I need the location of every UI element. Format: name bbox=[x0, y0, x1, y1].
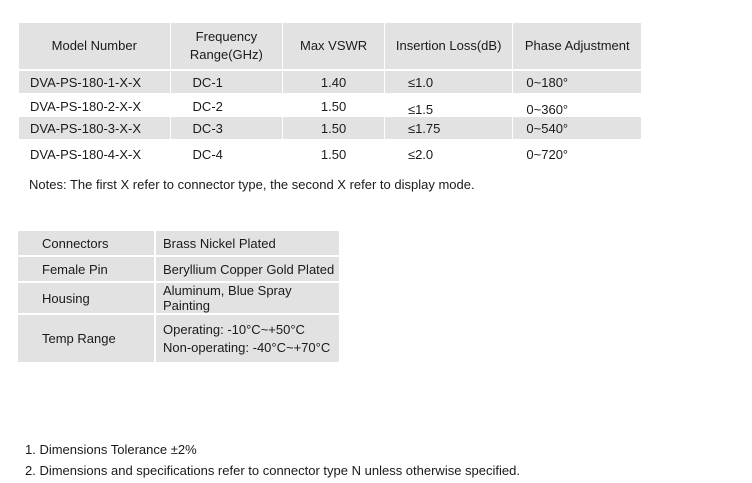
materials-row bbox=[18, 231, 339, 257]
frequency-cell: DC-1 bbox=[171, 71, 284, 95]
materials-value: Beryllium Copper Gold Plated bbox=[156, 257, 339, 283]
materials-row bbox=[18, 283, 339, 315]
temp-non-operating: Non-operating: -40°C~+70°C bbox=[163, 339, 331, 355]
table-row bbox=[19, 71, 641, 95]
header-phase-adjustment: Phase Adjustment bbox=[513, 23, 641, 71]
phase-cell: 0~720° bbox=[526, 146, 569, 162]
spec-header-row bbox=[19, 23, 641, 71]
insertion-loss-cell: ≤1.5 bbox=[385, 95, 513, 117]
materials-label: Housing bbox=[18, 283, 156, 315]
vswr-cell: 1.40 bbox=[283, 71, 385, 95]
insertion-loss-cell: ≤1.0 bbox=[385, 71, 513, 95]
table-row bbox=[19, 141, 641, 167]
model-number-cell: DVA-PS-180-2-X-X bbox=[19, 95, 171, 117]
header-model-number: Model Number bbox=[19, 23, 171, 71]
vswr-cell: 1.50 bbox=[283, 117, 385, 141]
header-frequency-range: Frequency Range(GHz) bbox=[171, 23, 284, 71]
table-row bbox=[19, 95, 641, 117]
phase-cell: 0~540° bbox=[513, 117, 641, 141]
model-number-cell: DVA-PS-180-3-X-X bbox=[19, 117, 171, 141]
materials-label: Temp Range bbox=[18, 315, 156, 364]
frequency-cell: DC-4 bbox=[171, 141, 284, 167]
temp-operating: Operating: -10°C~+50°C bbox=[163, 321, 305, 337]
frequency-cell: DC-2 bbox=[171, 95, 284, 117]
phase-cell: 0~180° bbox=[513, 71, 641, 95]
materials-label: Connectors bbox=[18, 231, 156, 257]
materials-row bbox=[18, 257, 339, 283]
insertion-loss-cell: ≤2.0 bbox=[385, 141, 513, 167]
footnote: 2. Dimensions and specifications refer to connector type N unless otherwise specified. bbox=[25, 463, 520, 478]
materials-row bbox=[18, 315, 339, 364]
materials-label: Female Pin bbox=[18, 257, 156, 283]
notes-text: Notes: The first X refer to connector type, the second X refer to display mode. bbox=[29, 177, 475, 192]
header-max-vswr: Max VSWR bbox=[283, 23, 385, 71]
header-insertion-loss: Insertion Loss(dB) bbox=[385, 23, 513, 71]
frequency-cell: DC-3 bbox=[171, 117, 284, 141]
phase-cell: 0~360° bbox=[526, 102, 569, 117]
vswr-cell: 1.50 bbox=[283, 141, 385, 167]
model-number-cell: DVA-PS-180-4-X-X bbox=[19, 141, 171, 167]
table-row bbox=[19, 117, 641, 141]
insertion-loss-cell: ≤1.75 bbox=[385, 117, 513, 141]
materials-table bbox=[18, 231, 339, 364]
materials-value bbox=[156, 315, 339, 364]
footnote: 1. Dimensions Tolerance ±2% bbox=[25, 442, 197, 457]
model-number-cell: DVA-PS-180-1-X-X bbox=[19, 71, 171, 95]
vswr-cell: 1.50 bbox=[283, 95, 385, 117]
spec-table bbox=[19, 23, 641, 167]
materials-value: Aluminum, Blue Spray Painting bbox=[156, 283, 339, 315]
materials-value: Brass Nickel Plated bbox=[156, 231, 339, 257]
